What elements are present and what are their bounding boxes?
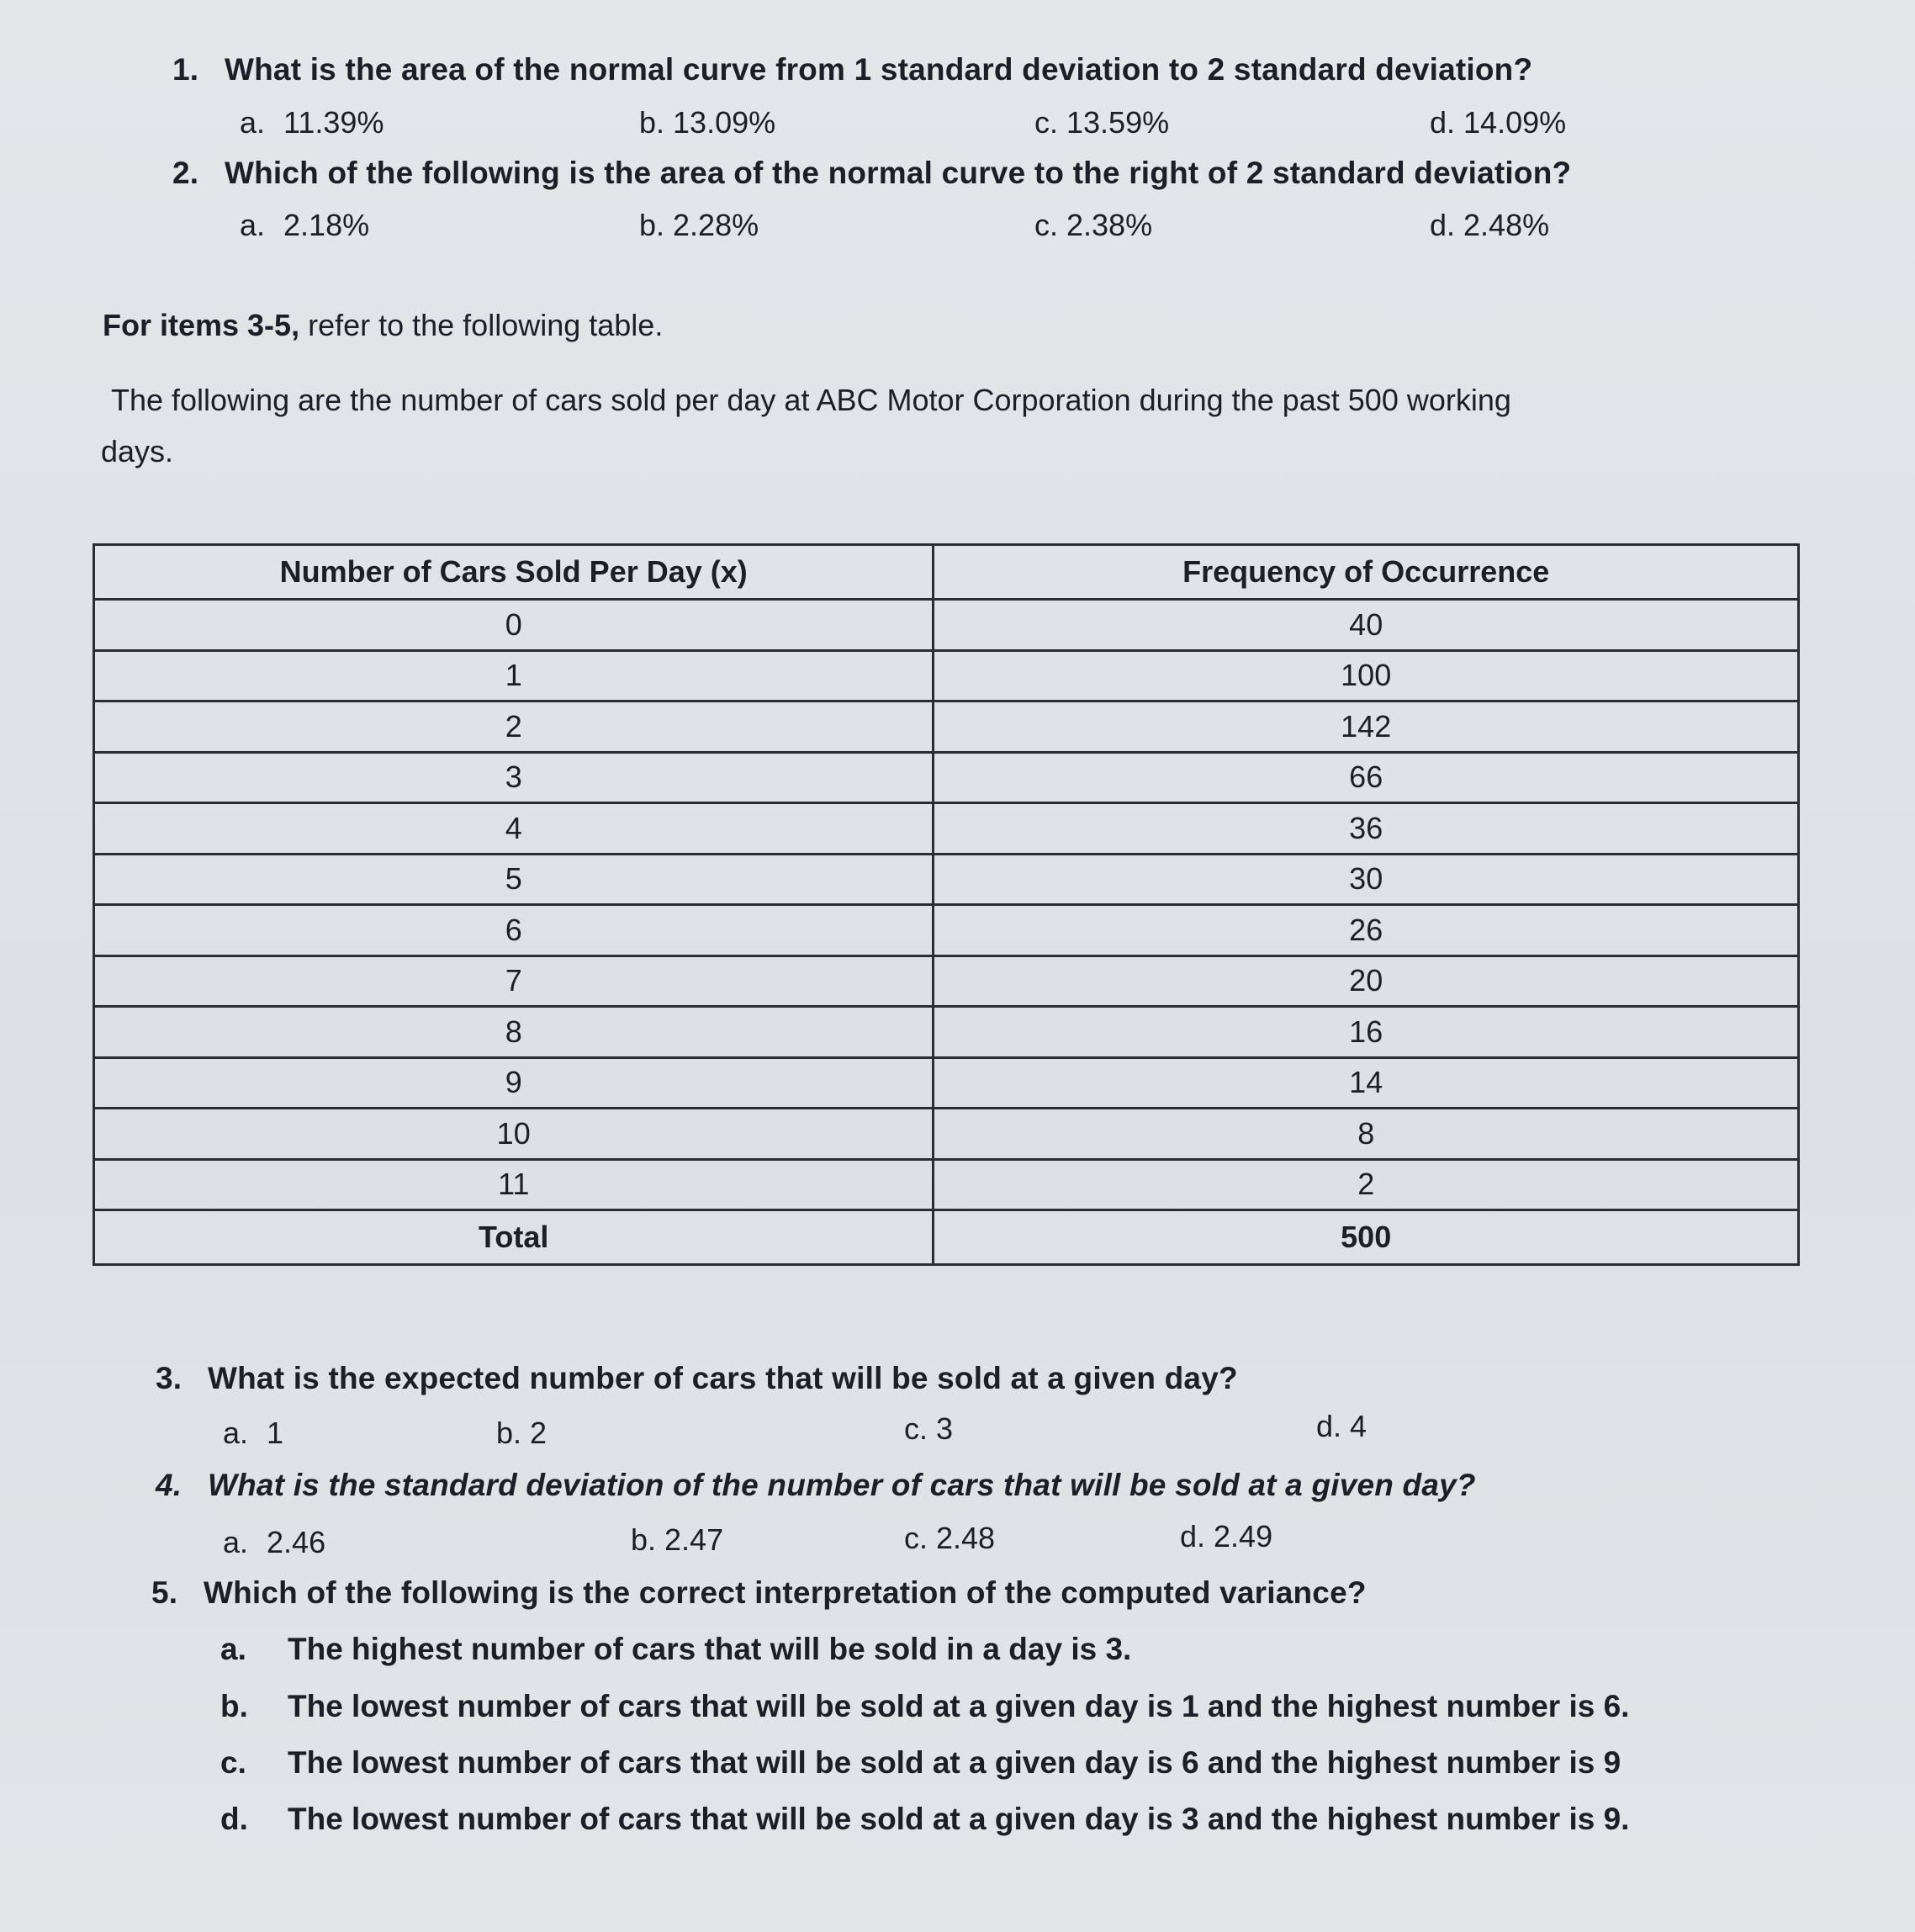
option-text: The lowest number of cars that will be sold at a given day is 1 and the highest number is 6. bbox=[288, 1689, 1630, 1723]
total-label: Total bbox=[94, 1210, 934, 1265]
frequency-cell: 36 bbox=[934, 803, 1799, 855]
cars-cell: 5 bbox=[94, 854, 934, 905]
option-label: a. bbox=[240, 105, 266, 140]
option-text: 2.46 bbox=[267, 1525, 326, 1559]
question-1-number: 1. bbox=[172, 52, 199, 87]
question-2-option-d: d. 2.48% bbox=[1430, 208, 1550, 242]
question-3-number: 3. bbox=[156, 1361, 183, 1395]
question-2-option-b: b. 2.28% bbox=[639, 208, 759, 242]
frequency-cell: 30 bbox=[934, 854, 1799, 905]
option-label: a. bbox=[240, 208, 266, 242]
option-label: a. bbox=[223, 1525, 249, 1559]
table-row bbox=[94, 600, 1799, 651]
question-1 bbox=[172, 52, 1532, 87]
question-1-option-b: b. 13.09% bbox=[639, 105, 776, 140]
question-5-option-c bbox=[220, 1745, 1621, 1781]
table-header-row bbox=[94, 545, 1799, 600]
question-3-option-d: d. 4 bbox=[1316, 1409, 1367, 1443]
question-2-number: 2. bbox=[172, 156, 199, 190]
items-instruction bbox=[103, 308, 663, 343]
question-2-option-a bbox=[240, 208, 369, 243]
question-1-option-a bbox=[240, 105, 384, 140]
cars-cell: 8 bbox=[94, 1007, 934, 1058]
question-4-number: 4. bbox=[156, 1468, 183, 1502]
cars-cell: 6 bbox=[94, 905, 934, 956]
table-row bbox=[94, 803, 1799, 855]
question-3-option-b: b. 2 bbox=[496, 1416, 548, 1450]
total-value: 500 bbox=[934, 1210, 1799, 1265]
question-4-option-a bbox=[223, 1525, 325, 1560]
cars-cell: 9 bbox=[94, 1057, 934, 1109]
question-5-option-b bbox=[220, 1689, 1629, 1724]
question-4-option-d: d. 2.49 bbox=[1180, 1519, 1273, 1554]
question-1-option-d: d. 14.09% bbox=[1430, 105, 1567, 140]
question-2-option-c: c. 2.38% bbox=[1034, 208, 1153, 242]
header-cars-sold: Number of Cars Sold Per Day (x) bbox=[94, 545, 934, 600]
frequency-cell: 100 bbox=[934, 650, 1799, 701]
option-text: 2.18% bbox=[283, 208, 370, 242]
cars-cell: 2 bbox=[94, 701, 934, 753]
cars-cell: 4 bbox=[94, 803, 934, 855]
question-2-text: Which of the following is the area of the normal curve to the right of 2 standard deviation? bbox=[225, 156, 1572, 190]
frequency-cell: 20 bbox=[934, 955, 1799, 1007]
table-row bbox=[94, 650, 1799, 701]
context-line-1: The following are the number of cars sold per day at ABC Motor Corporation during the past 500 working bbox=[111, 383, 1511, 417]
question-1-text: What is the area of the normal curve from 1 standard deviation to 2 standard deviation? bbox=[225, 52, 1533, 87]
question-5-option-a bbox=[220, 1632, 1131, 1667]
question-4 bbox=[156, 1468, 1476, 1503]
frequency-cell: 26 bbox=[934, 905, 1799, 956]
cars-cell: 11 bbox=[94, 1159, 934, 1210]
question-2 bbox=[172, 156, 1571, 191]
table-row bbox=[94, 752, 1799, 803]
option-label: a. bbox=[220, 1632, 246, 1666]
table-row bbox=[94, 854, 1799, 905]
items-instruction-rest: refer to the following table. bbox=[299, 308, 664, 342]
table-total-row bbox=[94, 1210, 1799, 1265]
table-row bbox=[94, 1007, 1799, 1058]
question-5-option-d bbox=[220, 1802, 1629, 1837]
frequency-cell: 66 bbox=[934, 752, 1799, 803]
question-4-option-c: c. 2.48 bbox=[904, 1521, 996, 1555]
question-3-option-c: c. 3 bbox=[904, 1411, 954, 1446]
frequency-table bbox=[93, 543, 1800, 1266]
question-4-option-b: b. 2.47 bbox=[631, 1522, 724, 1557]
cars-cell: 1 bbox=[94, 650, 934, 701]
cars-cell: 0 bbox=[94, 600, 934, 651]
question-3-text: What is the expected number of cars that will be sold at a given day? bbox=[208, 1361, 1238, 1395]
option-label: b. bbox=[220, 1689, 248, 1723]
option-text: The lowest number of cars that will be sold at a given day is 6 and the highest number is 9 bbox=[288, 1745, 1621, 1780]
frequency-cell: 40 bbox=[934, 600, 1799, 651]
question-5-number: 5. bbox=[151, 1575, 178, 1610]
frequency-cell: 8 bbox=[934, 1109, 1799, 1160]
frequency-cell: 16 bbox=[934, 1007, 1799, 1058]
option-label: c. bbox=[220, 1745, 246, 1780]
header-frequency: Frequency of Occurrence bbox=[934, 545, 1799, 600]
question-5 bbox=[151, 1575, 1367, 1611]
cars-cell: 10 bbox=[94, 1109, 934, 1160]
option-label: d. bbox=[220, 1802, 248, 1836]
frequency-cell: 2 bbox=[934, 1159, 1799, 1210]
option-label: a. bbox=[223, 1416, 249, 1450]
table-row bbox=[94, 1159, 1799, 1210]
option-text: The highest number of cars that will be sold in a day is 3. bbox=[288, 1632, 1132, 1666]
items-instruction-bold: For items 3-5, bbox=[103, 308, 300, 342]
table-row bbox=[94, 905, 1799, 956]
question-1-option-c: c. 13.59% bbox=[1034, 105, 1170, 140]
table-row bbox=[94, 955, 1799, 1007]
table-row bbox=[94, 1109, 1799, 1160]
cars-cell: 3 bbox=[94, 752, 934, 803]
frequency-cell: 142 bbox=[934, 701, 1799, 753]
table-row bbox=[94, 701, 1799, 753]
option-text: 11.39% bbox=[283, 105, 384, 140]
question-4-text: What is the standard deviation of the number of cars that will be sold at a given day? bbox=[208, 1468, 1476, 1502]
frequency-cell: 14 bbox=[934, 1057, 1799, 1109]
context-line-2: days. bbox=[101, 434, 174, 468]
question-3-option-a bbox=[223, 1416, 283, 1451]
option-text: The lowest number of cars that will be sold at a given day is 3 and the highest number is 9. bbox=[288, 1802, 1630, 1836]
table-row bbox=[94, 1057, 1799, 1109]
question-3 bbox=[156, 1361, 1238, 1396]
option-text: 1 bbox=[267, 1416, 284, 1450]
question-5-text: Which of the following is the correct interpretation of the computed variance? bbox=[204, 1575, 1367, 1610]
cars-cell: 7 bbox=[94, 955, 934, 1007]
